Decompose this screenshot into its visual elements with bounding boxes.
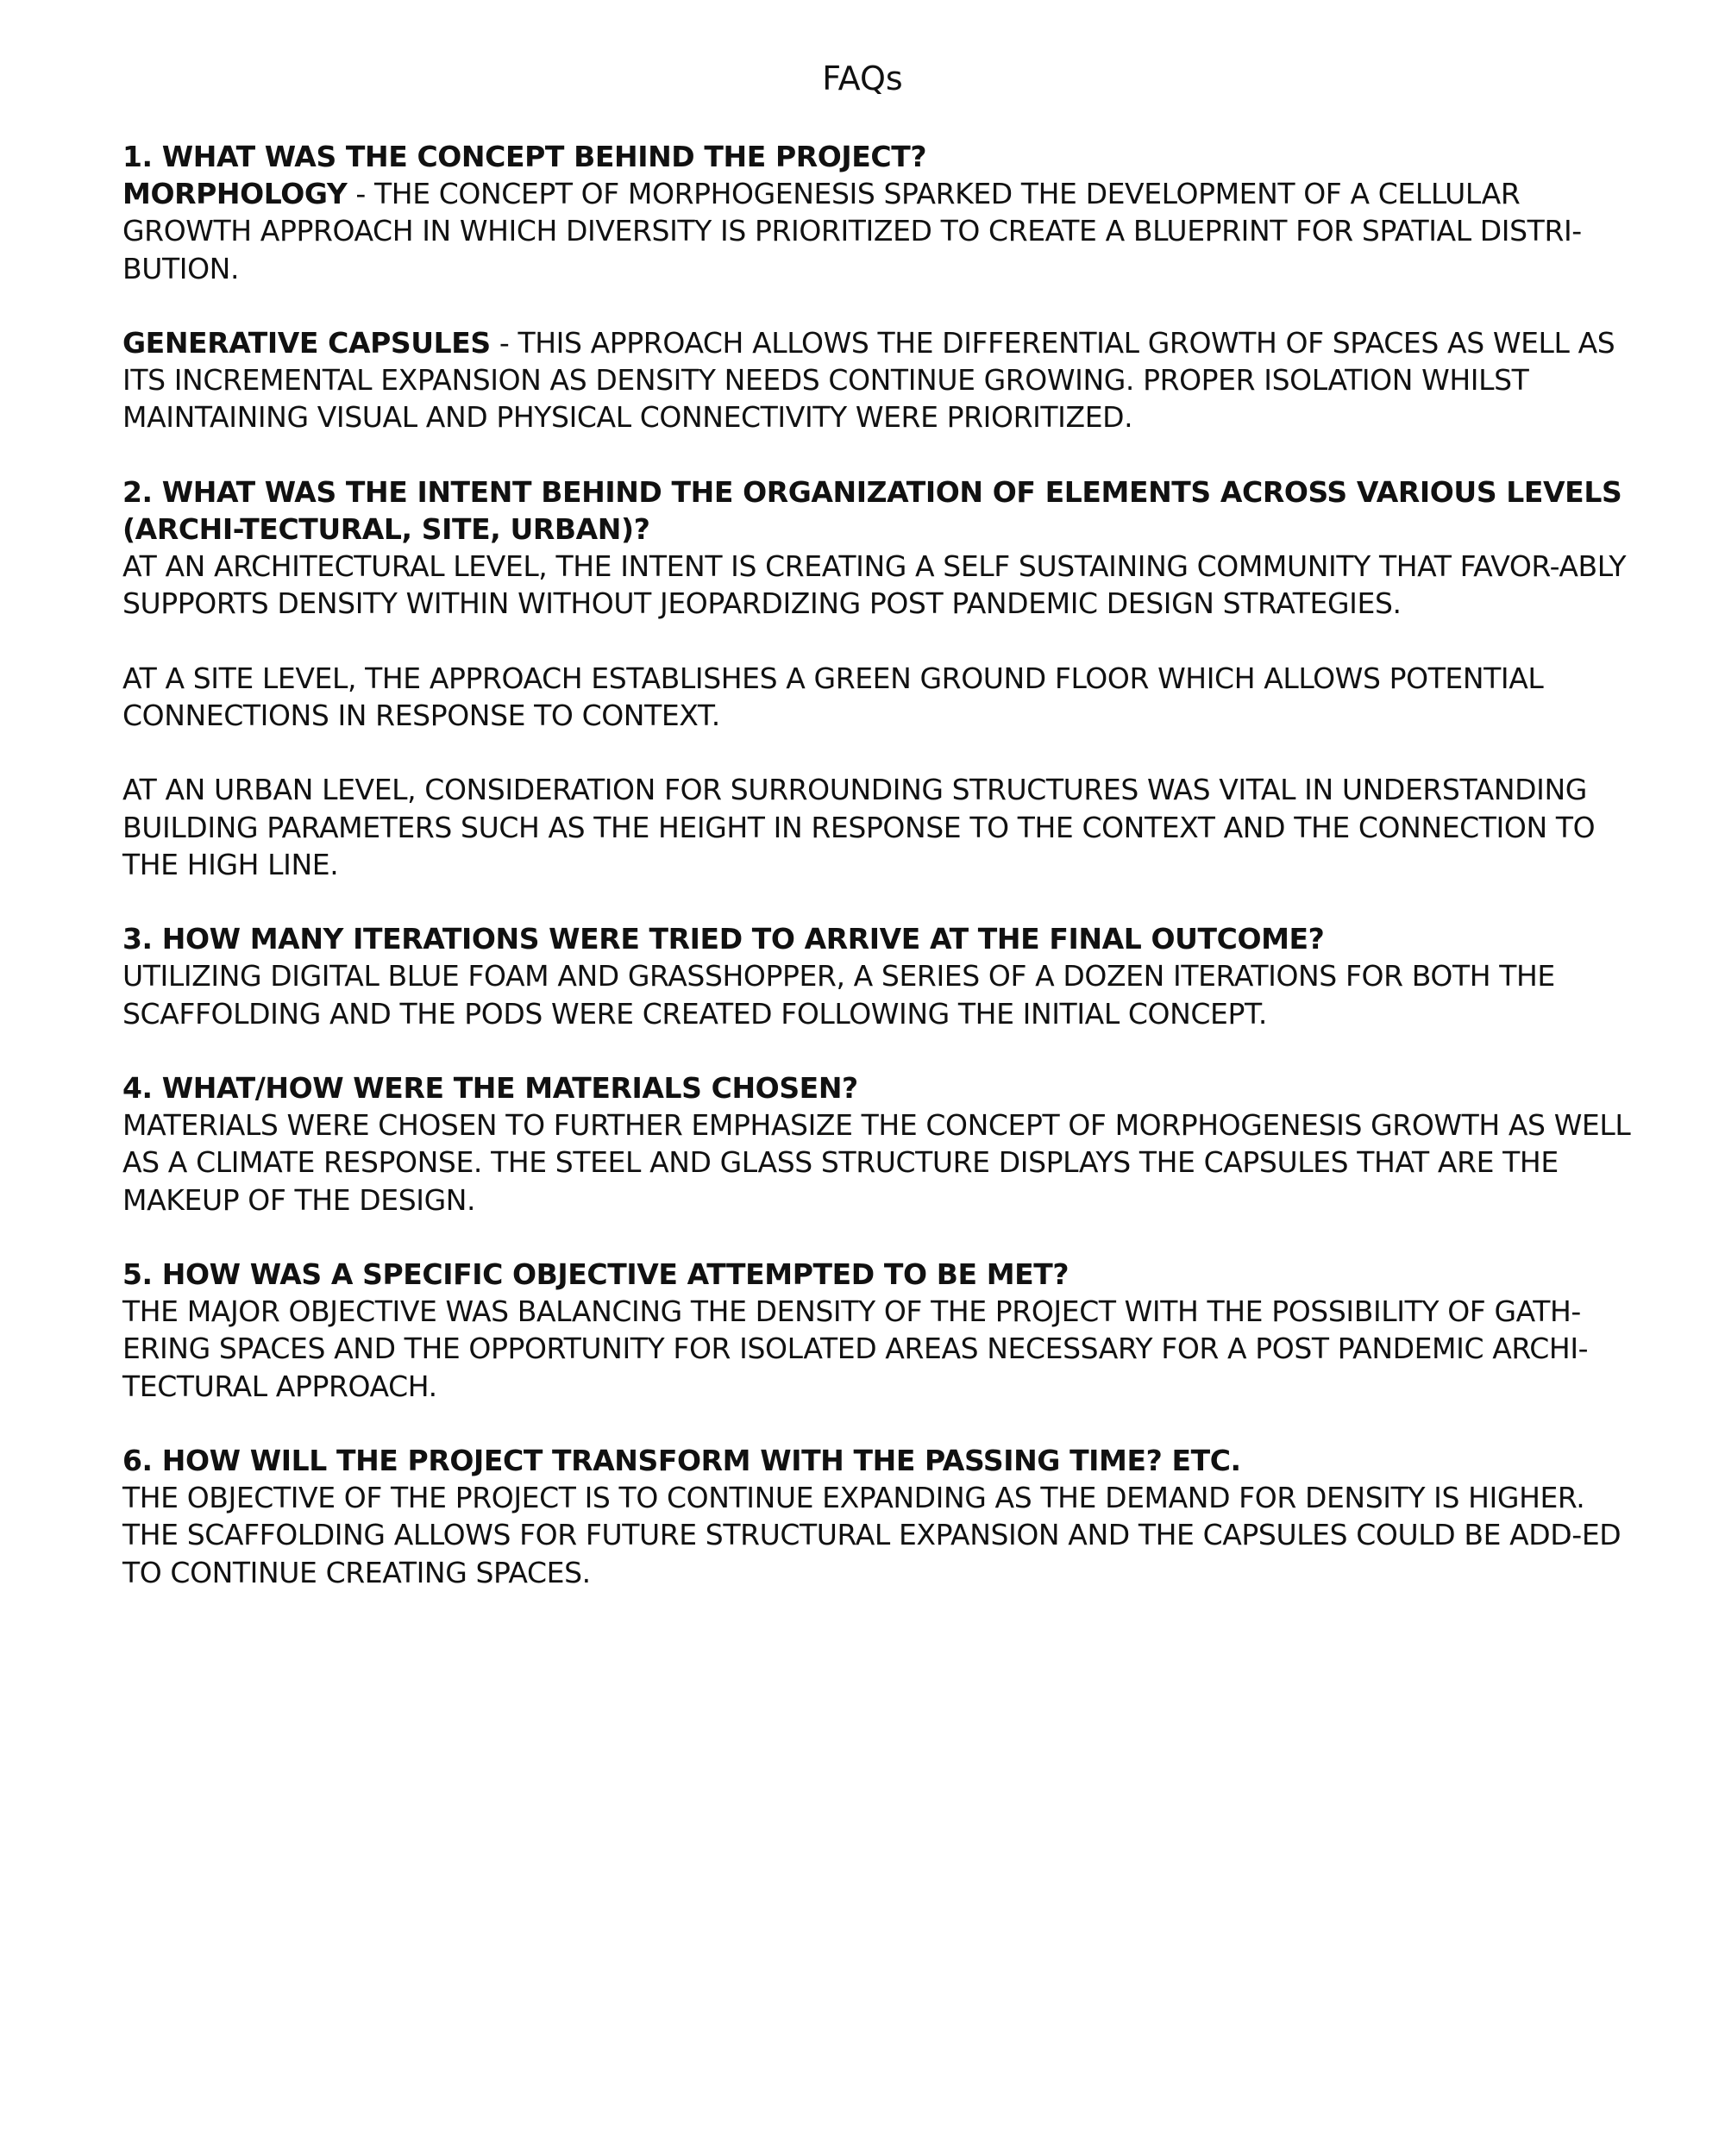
answer-lead-term: MORPHOLOGY (122, 177, 348, 211)
faq-list (122, 138, 1640, 1628)
answer-text: - THE CONCEPT OF MORPHOGENESIS SPARKED THE DEVELOPMENT OF A CELLULAR GROWTH APPROACH IN WHICH DIVERSITY IS PRIORITIZED TO CREATE A BLUEPRINT FOR SPATIAL DISTRI-BUTION. (122, 177, 1582, 285)
faq-item-3 (122, 920, 1640, 1032)
faq-question: 5. HOW WAS A SPECIFIC OBJECTIVE ATTEMPTED TO BE MET? (122, 1257, 1070, 1291)
faq-question: 3. HOW MANY ITERATIONS WERE TRIED TO ARRIVE AT THE FINAL OUTCOME? (122, 922, 1325, 956)
faq-answer-paragraph: AT A SITE LEVEL, THE APPROACH ESTABLISHES A GREEN GROUND FLOOR WHICH ALLOWS POTENTIAL CONNECTIONS IN RESPONSE TO CONTEXT. (122, 661, 1544, 732)
faq-item-2 (122, 473, 1640, 883)
faq-answer-paragraph: AT AN URBAN LEVEL, CONSIDERATION FOR SURROUNDING STRUCTURES WAS VITAL IN UNDERSTANDING BUILDING PARAMETERS SUCH AS THE HEIGHT IN RESPONSE TO THE CONTEXT AND THE CONNECTION TO THE HIGH LINE. (122, 773, 1596, 881)
faq-item-6 (122, 1442, 1640, 1591)
faq-answer-paragraph (122, 175, 1640, 287)
page-title: FAQs (822, 60, 903, 97)
faq-answer-paragraph: UTILIZING DIGITAL BLUE FOAM AND GRASSHOPPER, A SERIES OF A DOZEN ITERATIONS FOR BOTH THE SCAFFOLDING AND THE PODS WERE CREATED FOLLOWING THE INITIAL CONCEPT. (122, 959, 1555, 1031)
faq-answer-paragraph: THE MAJOR OBJECTIVE WAS BALANCING THE DENSITY OF THE PROJECT WITH THE POSSIBILITY OF GATH-ERING SPACES AND THE OPPORTUNITY FOR ISOLATED AREAS NECESSARY FOR A POST PANDEMIC ARCHI-TECTURAL APPROACH. (122, 1294, 1589, 1403)
faq-answer-paragraph: MATERIALS WERE CHOSEN TO FURTHER EMPHASIZE THE CONCEPT OF MORPHOGENESIS GROWTH AS WELL AS A CLIMATE RESPONSE. THE STEEL AND GLASS STRUCTURE DISPLAYS THE CAPSULES THAT ARE THE MAKEUP OF THE DESIGN. (122, 1108, 1631, 1217)
faq-answer-paragraph (122, 324, 1640, 436)
faq-answer-paragraph: THE OBJECTIVE OF THE PROJECT IS TO CONTINUE EXPANDING AS THE DEMAND FOR DENSITY IS HIGHER. THE SCAFFOLDING ALLOWS FOR FUTURE STRUCTURAL EXPANSION AND THE CAPSULES COULD BE ADD-ED TO CONTINUE CREATING SPACES. (122, 1481, 1622, 1589)
answer-lead-term: GENERATIVE CAPSULES (122, 326, 491, 360)
faq-item-5 (122, 1256, 1640, 1405)
faq-answer-paragraph: AT AN ARCHITECTURAL LEVEL, THE INTENT IS CREATING A SELF SUSTAINING COMMUNITY THAT FAVOR-ABLY SUPPORTS DENSITY WITHIN WITHOUT JEOPARDIZING POST PANDEMIC DESIGN STRATEGIES. (122, 549, 1627, 621)
faq-question: 6. HOW WILL THE PROJECT TRANSFORM WITH THE PASSING TIME? ETC. (122, 1443, 1241, 1477)
faq-question: 4. WHAT/HOW WERE THE MATERIALS CHOSEN? (122, 1070, 858, 1105)
faq-item-1 (122, 138, 1640, 436)
faq-question: 2. WHAT WAS THE INTENT BEHIND THE ORGANIZATION OF ELEMENTS ACROSS VARIOUS LEVELS (ARCHI-TECTURAL, SITE, URBAN)? (122, 474, 1622, 546)
faq-item-4 (122, 1069, 1640, 1219)
faq-question: 1. WHAT WAS THE CONCEPT BEHIND THE PROJECT? (122, 140, 927, 173)
answer-text: - THIS APPROACH ALLOWS THE DIFFERENTIAL GROWTH OF SPACES AS WELL AS ITS INCREMENTAL EXPANSION AS DENSITY NEEDS CONTINUE GROWING. PROPER ISOLATION WHILST MAINTAINING VISUAL AND PHYSICAL CONNECTIVITY WERE PRIORITIZED. (122, 326, 1615, 435)
